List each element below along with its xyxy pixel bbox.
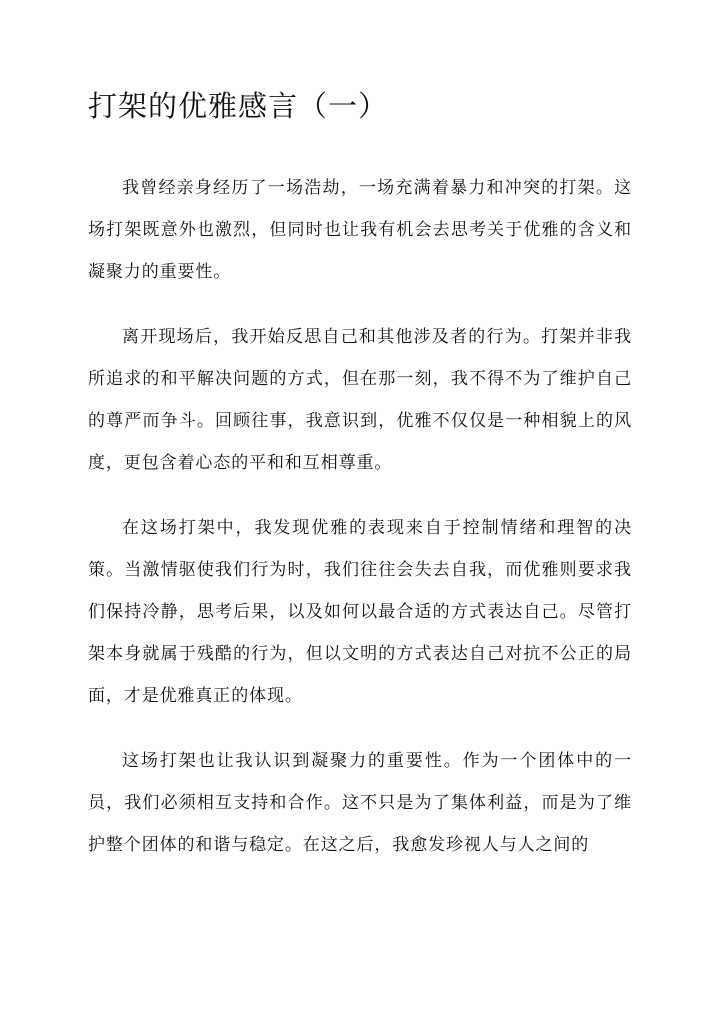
document-title: 打架的优雅感言（一） — [88, 89, 389, 123]
document-body — [88, 167, 632, 889]
paragraph-4: 这场打架也让我认识到凝聚力的重要性。作为一个团体中的一员，我们必须相互支持和合作。这不只是为了集体利益，而是为了维护整个团体的和谐与稳定。在这之后，我愈发珍视人与人之间的 — [88, 751, 632, 855]
paragraph-1: 我曾经亲身经历了一场浩劫，一场充满着暴力和冲突的打架。这场打架既意外也激烈，但同时也让我有机会去思考关于优雅的含义和凝聚力的重要性。 — [88, 178, 632, 282]
paragraph-2: 离开现场后，我开始反思自己和其他涉及者的行为。打架并非我所追求的和平解决问题的方式，但在那一刻，我不得不为了维护自己的尊严而争斗。回顾往事，我意识到，优雅不仅仅是一种相貌上的风度，更包含着心态的平和和互相尊重。 — [88, 327, 632, 473]
paragraph-3: 在这场打架中，我发现优雅的表现来自于控制情绪和理智的决策。当激情驱使我们行为时，我们往往会失去自我，而优雅则要求我们保持冷静，思考后果，以及如何以最合适的方式表达自己。尽管打架本身就属于残酷的行为，但以文明的方式表达自己对抗不公正的局面，才是优雅真正的体现。 — [88, 518, 632, 706]
